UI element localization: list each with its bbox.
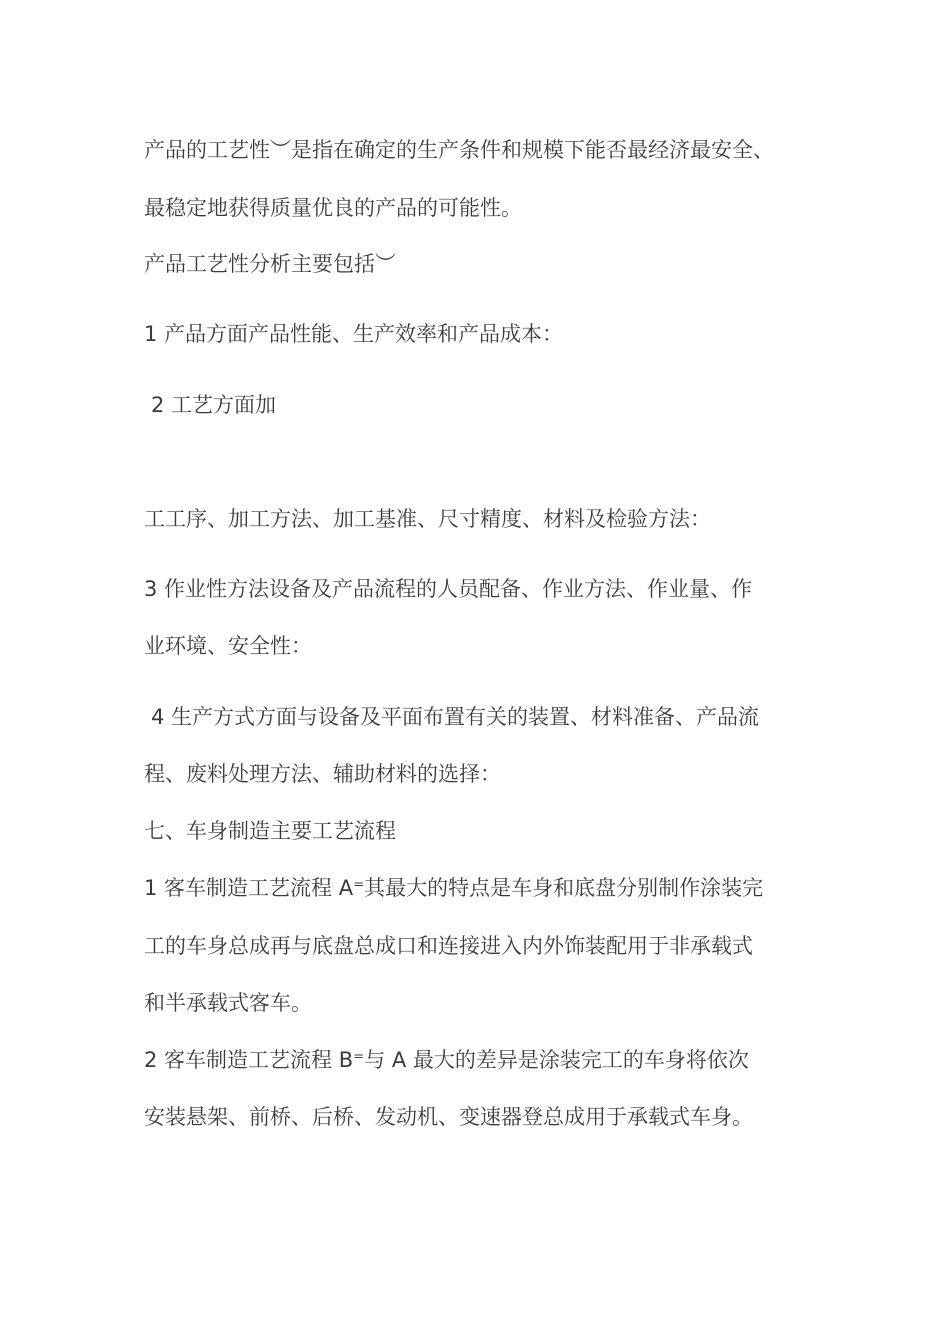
text-line-12: 1 客车制造工艺流程 A⁼其最大的特点是车身和底盘分别制作涂装完 — [144, 876, 764, 900]
text-line-8: 业环境、安全性： — [144, 634, 312, 658]
text-line-10: 程、废料处理方法、辅助材料的选择： — [144, 762, 501, 786]
text-line-9: 4 生产方式方面与设备及平面布置有关的装置、材料准备、产品流 — [151, 705, 760, 729]
section-heading: 七、车身制造主要工艺流程 — [144, 819, 396, 843]
text-line-4: 1 产品方面产品性能、生产效率和产品成本： — [144, 322, 564, 346]
text-line-16: 安装悬架、前桥、后桥、发动机、变速器登总成用于承载式车身。 — [144, 1105, 753, 1129]
text-line-7: 3 作业性方法设备及产品流程的人员配备、作业方法、作业量、作 — [144, 577, 753, 601]
text-line-14: 和半承载式客车。 — [144, 991, 312, 1015]
text-line-2: 最稳定地获得质量优良的产品的可能性。 — [144, 196, 522, 220]
text-line-13: 工的车身总成再与底盘总成口和连接进入内外饰装配用于非承载式 — [144, 934, 753, 958]
text-line-5: 2 工艺方面加 — [151, 393, 277, 417]
text-line-6: 工工序、加工方法、加工基准、尺寸精度、材料及检验方法： — [144, 507, 711, 531]
text-line-15: 2 客车制造工艺流程 B⁼与 A 最大的差异是涂装完工的车身将依次 — [144, 1048, 749, 1072]
text-line-3: 产品工艺性分析主要包括︶ — [144, 252, 396, 276]
text-line-1: 产品的工艺性︶是指在确定的生产条件和规模下能否最经济最安全、 — [144, 138, 774, 162]
